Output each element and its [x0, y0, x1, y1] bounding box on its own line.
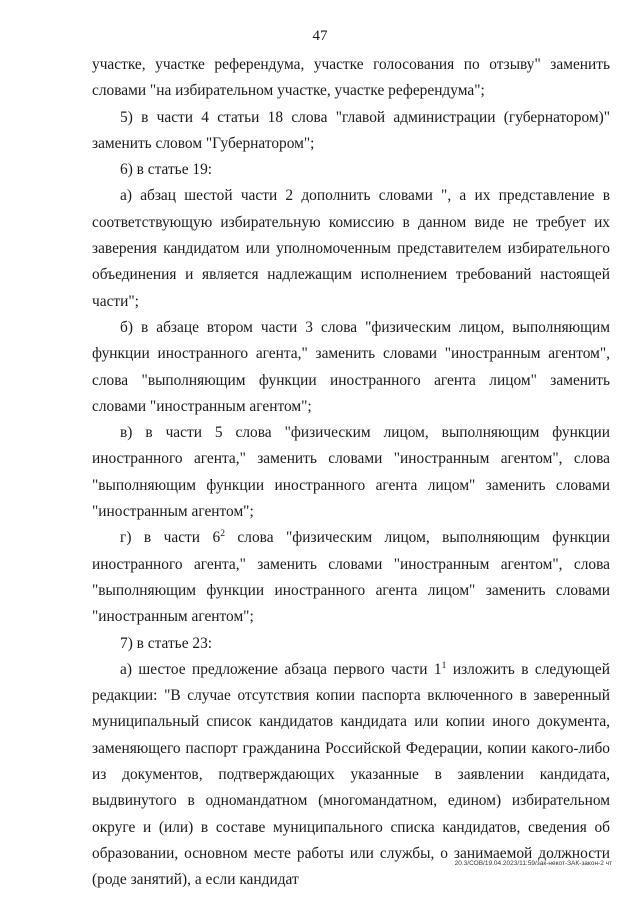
paragraph-text-start: г) в части 6 — [120, 529, 221, 547]
paragraph-item-6a: а) абзац шестой части 2 дополнить словами ", а их представление в соответствующую избирательную комиссию в данном виде не требует их заверения кандидатом или уполномоченным представителем избирательного объединения и является надлежащим исполнением требований настоящей части"; — [92, 187, 610, 310]
footer-document-code: 20.3/СОВ/19.04.2023/11:59/зак-некот-ЗАК-закон-2 чт — [454, 860, 612, 867]
paragraph-item-5: 5) в части 4 статьи 18 слова "главой администрации (губернатором)" заменить словом "Губернатором"; — [92, 108, 610, 152]
paragraph-item-6: 6) в статье 19: — [120, 161, 213, 179]
document-body — [92, 52, 610, 894]
paragraph-item-6b: б) в абзаце втором части 3 слова "физическим лицом, выполняющим функции иностранного агента," заменить словами "иностранным агентом", слова "выполняющим функции иностранного агента лицом" заменить словами "иностранным агентом"; — [92, 318, 610, 415]
paragraph-text-end: изложить в следующей редакции: "В случае отсутствия копии паспорта включенного в заверенный муниципальный список кандидатов кандидата или копии иного документа, заменяющего паспорт гражданина Российской Федерации, копии какого-либо из документов, подтверждающих указанные в заявлении кандидата, выдвинутого в одномандатном (многомандатном, едином) избирательном округе и (или) в составе муниципального списка кандидатов, сведения об образовании, основном месте работы или службы, о занимаемой должности (роде занятий), а если кандидат — [92, 660, 610, 889]
paragraph-item-7a — [92, 657, 610, 894]
paragraph-item-6v: в) в части 5 слова "физическим лицом, выполняющим функции иностранного агента," заменить словами "иностранным агентом", слова "выполняющим функции иностранного агента лицом" заменить словами "иностранным агентом"; — [92, 424, 610, 521]
superscript-number: 1 — [441, 660, 447, 671]
paragraph-item-7: 7) в статье 23: — [120, 634, 213, 652]
paragraph-continuation: участке, участке референдума, участке голосования по отзыву" заменить словами "на избирательном участке, участке референдума"; — [92, 56, 610, 100]
paragraph-text-start: а) шестое предложение абзаца первого части 1 — [120, 660, 442, 678]
page-number: 47 — [312, 28, 328, 44]
superscript-number: 2 — [220, 529, 225, 540]
paragraph-item-6g — [92, 525, 610, 630]
paragraph-text-end: слова "физическим лицом, выполняющим функции иностранного агента," заменить словами "иностранным агентом", слова "выполняющим функции иностранного агента лицом" заменить словами "иностранным агентом"; — [92, 529, 610, 626]
